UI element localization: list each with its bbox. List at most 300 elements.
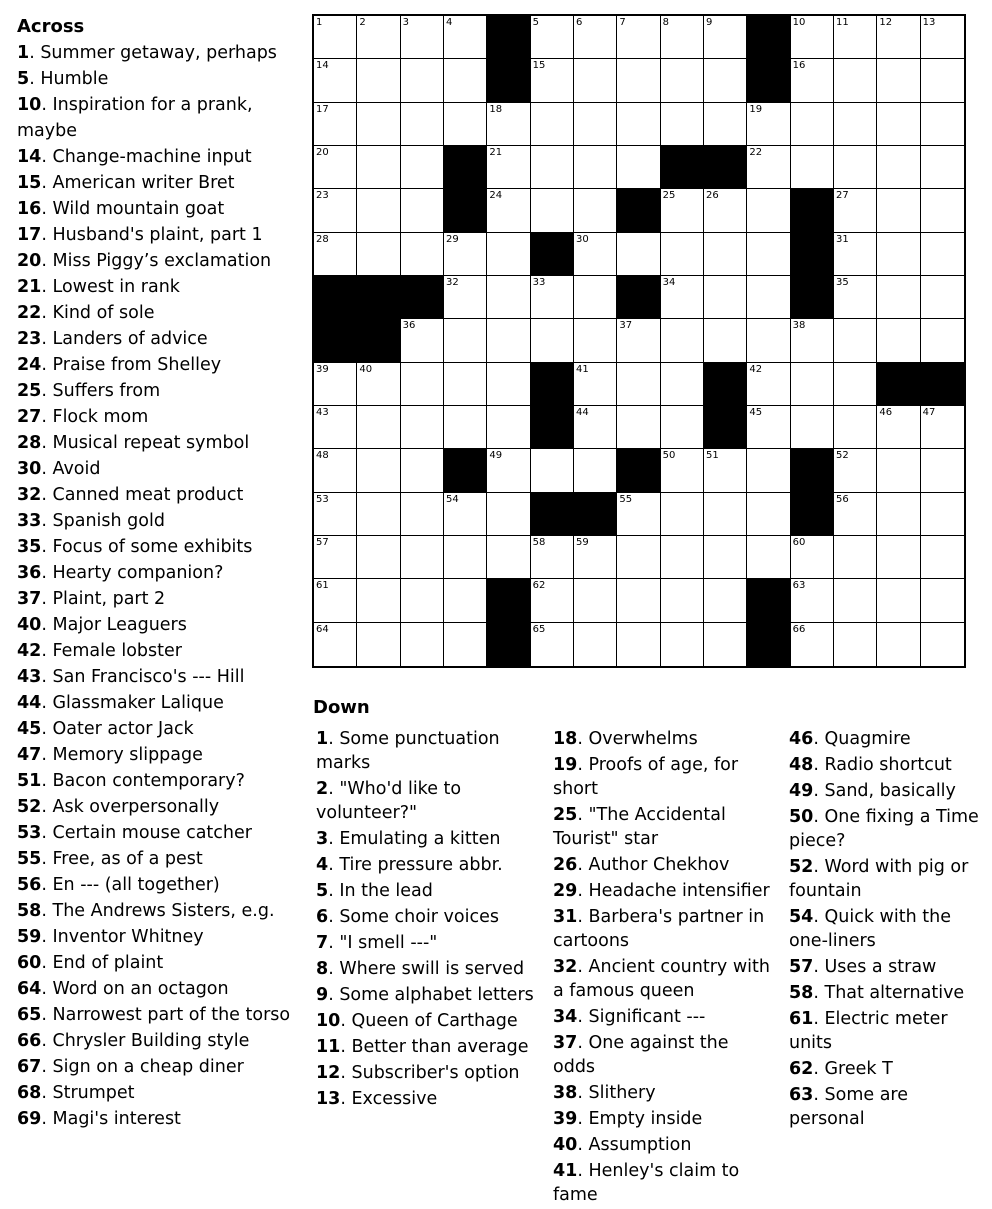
grid-cell[interactable]	[401, 579, 444, 622]
grid-cell[interactable]	[877, 103, 920, 146]
grid-cell[interactable]	[704, 189, 747, 232]
grid-cell[interactable]	[921, 536, 964, 579]
grid-cell[interactable]	[487, 103, 530, 146]
cell-number: 44	[576, 407, 589, 418]
clue-number: 69	[17, 1109, 42, 1129]
grid-cell[interactable]	[834, 146, 877, 189]
grid-cell[interactable]	[617, 493, 660, 536]
grid-cell[interactable]	[487, 319, 530, 362]
clue-text: American writer Bret	[52, 173, 235, 193]
grid-cell[interactable]	[834, 493, 877, 536]
grid-cell[interactable]	[574, 319, 617, 362]
cell-number: 15	[532, 60, 546, 72]
grid-cell[interactable]	[357, 103, 400, 146]
grid-cell[interactable]	[877, 319, 920, 362]
clue-text: Lowest in rank	[52, 277, 180, 297]
grid-cell[interactable]	[704, 59, 747, 102]
grid-cell[interactable]	[921, 406, 964, 449]
cell-number: 26	[706, 190, 719, 202]
grid-cell[interactable]	[401, 319, 444, 362]
grid-cell[interactable]	[921, 103, 964, 146]
grid-block	[747, 59, 790, 102]
grid-cell[interactable]	[531, 319, 574, 362]
cell-number: 30	[576, 233, 589, 245]
grid-cell[interactable]	[401, 59, 444, 102]
grid-cell[interactable]	[747, 536, 790, 579]
grid-cell[interactable]	[791, 623, 834, 666]
clue-text: Quagmire	[824, 729, 911, 749]
grid-cell[interactable]	[921, 233, 964, 276]
grid-cell[interactable]	[617, 406, 660, 449]
cell-number: 60	[792, 537, 806, 548]
clue-text: Focus of some exhibits	[52, 537, 253, 557]
grid-cell[interactable]	[877, 276, 920, 319]
grid-cell[interactable]	[444, 59, 487, 102]
clue-text: Significant ---	[588, 1007, 706, 1027]
grid-cell[interactable]	[357, 536, 400, 579]
clue: 39. Empty inside	[553, 1109, 703, 1129]
clue: 45. Oater actor Jack	[17, 719, 194, 739]
grid-cell[interactable]	[574, 536, 617, 579]
grid-cell[interactable]	[747, 493, 790, 536]
grid-cell[interactable]	[704, 536, 747, 579]
grid-cell[interactable]	[661, 189, 704, 232]
grid-cell[interactable]	[747, 189, 790, 232]
grid-block	[574, 493, 617, 536]
clue-text: San Francisco's --- Hill	[52, 667, 245, 687]
clue-text: Husband's plaint, part 1	[52, 225, 263, 245]
grid-cell[interactable]	[747, 406, 790, 449]
grid-cell[interactable]	[574, 449, 617, 492]
grid-cell[interactable]	[357, 146, 400, 189]
grid-cell[interactable]	[574, 406, 617, 449]
grid-block	[791, 449, 834, 492]
grid-cell[interactable]	[791, 146, 834, 189]
clue-number: 63	[789, 1085, 814, 1105]
grid-cell[interactable]	[574, 579, 617, 622]
grid-cell[interactable]	[877, 406, 920, 449]
grid-cell[interactable]	[661, 363, 704, 406]
clue: 24. Praise from Shelley	[17, 355, 222, 375]
grid-cell[interactable]	[314, 623, 357, 666]
grid-cell[interactable]	[314, 16, 357, 59]
cell-number: 25	[662, 190, 676, 202]
clue: 57. Uses a straw	[789, 957, 937, 977]
grid-cell[interactable]	[574, 146, 617, 189]
clue-number: 62	[789, 1059, 814, 1079]
grid-cell[interactable]	[834, 363, 877, 406]
grid-cell[interactable]	[487, 536, 530, 579]
cell-number: 53	[316, 493, 329, 505]
grid-cell[interactable]	[617, 579, 660, 622]
grid-cell[interactable]	[574, 233, 617, 276]
clue-text: Ancient country with a famous queen	[553, 957, 770, 1001]
cell-number: 45	[749, 407, 763, 418]
grid-cell[interactable]	[531, 623, 574, 666]
cell-number: 42	[749, 363, 763, 375]
grid-cell[interactable]	[877, 536, 920, 579]
grid-block	[791, 493, 834, 536]
grid-cell[interactable]	[661, 16, 704, 59]
grid-cell[interactable]	[574, 59, 617, 102]
clue: 12. Subscriber's option	[316, 1063, 520, 1083]
grid-cell[interactable]	[834, 536, 877, 579]
grid-cell[interactable]	[834, 623, 877, 666]
grid-cell[interactable]	[487, 189, 530, 232]
clue: 27. Flock mom	[17, 407, 149, 427]
clue-text: Some alphabet letters	[339, 985, 534, 1005]
grid-cell[interactable]	[877, 493, 920, 536]
grid-cell[interactable]	[834, 16, 877, 59]
grid-cell[interactable]	[531, 59, 574, 102]
clue: 54. Quick with the one-liners	[789, 907, 951, 951]
grid-cell[interactable]	[617, 623, 660, 666]
grid-cell[interactable]	[661, 233, 704, 276]
grid-cell[interactable]	[401, 16, 444, 59]
grid-cell[interactable]	[487, 276, 530, 319]
grid-block	[531, 493, 574, 536]
clue: 37. Plaint, part 2	[17, 589, 166, 609]
clue: 63. Some are personal	[789, 1085, 908, 1129]
grid-cell[interactable]	[617, 16, 660, 59]
cell-number: 17	[316, 103, 329, 115]
clue: 14. Change-machine input	[17, 147, 252, 167]
grid-cell[interactable]	[444, 233, 487, 276]
grid-cell[interactable]	[661, 319, 704, 362]
grid-cell[interactable]	[444, 579, 487, 622]
grid-cell[interactable]	[877, 233, 920, 276]
cell-number: 40	[359, 363, 373, 375]
cell-number: 63	[792, 580, 806, 592]
grid-block	[747, 16, 790, 59]
clue-number: 47	[17, 745, 42, 765]
grid-cell[interactable]	[877, 146, 920, 189]
cell-number: 35	[836, 277, 849, 288]
clue-number: 21	[17, 277, 42, 297]
grid-cell[interactable]	[314, 233, 357, 276]
grid-cell[interactable]	[444, 363, 487, 406]
grid-cell[interactable]	[704, 319, 747, 362]
across-clues	[17, 14, 292, 1132]
grid-cell[interactable]	[661, 276, 704, 319]
grid-cell[interactable]	[314, 536, 357, 579]
clue-text: Quick with the one-liners	[789, 907, 951, 951]
clue: 32. Canned meat product	[17, 485, 244, 505]
cell-number: 23	[316, 190, 329, 202]
grid-cell[interactable]	[704, 493, 747, 536]
grid-cell[interactable]	[357, 363, 400, 406]
clue-number: 55	[17, 849, 42, 869]
grid-cell[interactable]	[401, 449, 444, 492]
cell-number: 39	[316, 363, 329, 375]
grid-cell[interactable]	[531, 146, 574, 189]
grid-cell[interactable]	[314, 493, 357, 536]
grid-cell[interactable]	[704, 623, 747, 666]
grid-cell[interactable]	[574, 623, 617, 666]
grid-cell[interactable]	[834, 59, 877, 102]
grid-block	[487, 579, 530, 622]
cell-number: 27	[836, 190, 849, 202]
grid-cell[interactable]	[617, 59, 660, 102]
grid-cell[interactable]	[401, 146, 444, 189]
grid-cell[interactable]	[791, 103, 834, 146]
grid-cell[interactable]	[921, 16, 964, 59]
grid-block	[531, 233, 574, 276]
grid-cell[interactable]	[574, 189, 617, 232]
grid-cell[interactable]	[877, 623, 920, 666]
grid-cell[interactable]	[314, 363, 357, 406]
cell-number: 33	[532, 277, 546, 288]
grid-cell[interactable]	[444, 16, 487, 59]
cell-number: 7	[619, 17, 626, 28]
grid-cell[interactable]	[791, 536, 834, 579]
clue: 16. Wild mountain goat	[17, 199, 225, 219]
grid-cell[interactable]	[921, 579, 964, 622]
grid-cell[interactable]	[531, 276, 574, 319]
down-clues-column-1	[316, 727, 541, 1113]
clue: 7. "I smell ---"	[316, 933, 438, 953]
grid-cell[interactable]	[314, 449, 357, 492]
clue: 25. Suffers from	[17, 381, 161, 401]
grid-cell[interactable]	[401, 623, 444, 666]
clue: 36. Hearty companion?	[17, 563, 224, 583]
grid-cell[interactable]	[444, 493, 487, 536]
grid-cell[interactable]	[921, 276, 964, 319]
grid-cell[interactable]	[834, 189, 877, 232]
grid-cell[interactable]	[921, 319, 964, 362]
grid-cell[interactable]	[357, 493, 400, 536]
grid-cell[interactable]	[704, 276, 747, 319]
cell-number: 1	[316, 17, 323, 28]
grid-cell[interactable]	[314, 59, 357, 102]
clue-number: 37	[553, 1033, 578, 1053]
grid-cell[interactable]	[921, 146, 964, 189]
grid-cell[interactable]	[834, 233, 877, 276]
grid-cell[interactable]	[487, 406, 530, 449]
cell-number: 21	[489, 147, 503, 158]
clue-number: 10	[17, 95, 42, 115]
grid-cell[interactable]	[401, 189, 444, 232]
grid-cell[interactable]	[357, 59, 400, 102]
grid-cell[interactable]	[877, 189, 920, 232]
clue: 17. Husband's plaint, part 1	[17, 225, 263, 245]
grid-cell[interactable]	[574, 363, 617, 406]
grid-cell[interactable]	[747, 146, 790, 189]
grid-cell[interactable]	[401, 103, 444, 146]
grid-cell[interactable]	[401, 233, 444, 276]
clue: 53. Certain mouse catcher	[17, 823, 252, 843]
grid-cell[interactable]	[487, 449, 530, 492]
cell-number: 58	[532, 537, 546, 548]
grid-cell[interactable]	[834, 319, 877, 362]
grid-cell[interactable]	[747, 319, 790, 362]
grid-cell[interactable]	[401, 363, 444, 406]
clue-number: 42	[17, 641, 42, 661]
grid-cell[interactable]	[661, 449, 704, 492]
clue-number: 14	[17, 147, 42, 167]
grid-cell[interactable]	[531, 449, 574, 492]
grid-cell[interactable]	[661, 493, 704, 536]
grid-cell[interactable]	[877, 449, 920, 492]
cell-number: 18	[489, 103, 503, 115]
grid-cell[interactable]	[531, 536, 574, 579]
clue-text: Humble	[40, 69, 109, 89]
grid-cell[interactable]	[531, 189, 574, 232]
grid-block	[357, 319, 400, 362]
grid-cell[interactable]	[877, 59, 920, 102]
grid-cell[interactable]	[834, 276, 877, 319]
grid-cell[interactable]	[617, 103, 660, 146]
clue-number: 61	[789, 1009, 814, 1029]
grid-cell[interactable]	[444, 276, 487, 319]
clue-number: 11	[316, 1037, 341, 1057]
grid-cell[interactable]	[357, 233, 400, 276]
clue: 6. Some choir voices	[316, 907, 499, 927]
grid-cell[interactable]	[877, 16, 920, 59]
grid-cell[interactable]	[574, 276, 617, 319]
grid-cell[interactable]	[617, 319, 660, 362]
grid-block	[531, 363, 574, 406]
grid-cell[interactable]	[314, 146, 357, 189]
grid-cell[interactable]	[357, 449, 400, 492]
grid-cell[interactable]	[531, 16, 574, 59]
grid-cell[interactable]	[704, 16, 747, 59]
grid-cell[interactable]	[617, 536, 660, 579]
grid-cell[interactable]	[791, 406, 834, 449]
grid-block	[661, 146, 704, 189]
grid-cell[interactable]	[921, 449, 964, 492]
clue-number: 6	[316, 907, 329, 927]
grid-cell[interactable]	[747, 233, 790, 276]
clue: 11. Better than average	[316, 1037, 529, 1057]
grid-cell[interactable]	[704, 579, 747, 622]
grid-cell[interactable]	[704, 103, 747, 146]
grid-cell[interactable]	[357, 406, 400, 449]
grid-cell[interactable]	[747, 449, 790, 492]
clue-number: 20	[17, 251, 42, 271]
clue-text: Slithery	[588, 1083, 656, 1103]
grid-block	[487, 16, 530, 59]
cell-number: 24	[489, 190, 503, 202]
grid-cell[interactable]	[661, 623, 704, 666]
clue-number: 52	[789, 857, 814, 877]
grid-cell[interactable]	[704, 233, 747, 276]
cell-number: 10	[792, 17, 806, 28]
clue-number: 4	[316, 855, 329, 875]
clue-text: Major Leaguers	[52, 615, 187, 635]
grid-cell[interactable]	[357, 16, 400, 59]
grid-cell[interactable]	[531, 579, 574, 622]
grid-cell[interactable]	[661, 579, 704, 622]
clue: 18. Overwhelms	[553, 729, 698, 749]
grid-cell[interactable]	[661, 536, 704, 579]
clue: 47. Memory slippage	[17, 745, 203, 765]
clue-number: 25	[553, 805, 578, 825]
grid-cell[interactable]	[791, 319, 834, 362]
grid-cell[interactable]	[401, 536, 444, 579]
grid-cell[interactable]	[791, 16, 834, 59]
grid-cell[interactable]	[487, 146, 530, 189]
clue: 5. Humble	[17, 69, 109, 89]
grid-cell[interactable]	[574, 103, 617, 146]
grid-cell[interactable]	[921, 623, 964, 666]
grid-cell[interactable]	[444, 406, 487, 449]
grid-cell[interactable]	[747, 276, 790, 319]
grid-cell[interactable]	[747, 103, 790, 146]
clue-number: 18	[553, 729, 578, 749]
clue: 64. Word on an octagon	[17, 979, 229, 999]
grid-cell[interactable]	[314, 579, 357, 622]
grid-cell[interactable]	[444, 103, 487, 146]
clue: 5. In the lead	[316, 881, 433, 901]
clue: 52. Ask overpersonally	[17, 797, 220, 817]
grid-cell[interactable]	[357, 579, 400, 622]
grid-cell[interactable]	[444, 536, 487, 579]
grid-cell[interactable]	[617, 363, 660, 406]
grid-cell[interactable]	[834, 579, 877, 622]
cell-number: 49	[489, 450, 503, 462]
down-title: Down	[313, 697, 370, 718]
grid-cell[interactable]	[834, 406, 877, 449]
grid-cell[interactable]	[704, 449, 747, 492]
grid-cell[interactable]	[661, 59, 704, 102]
grid-cell[interactable]	[314, 406, 357, 449]
grid-cell[interactable]	[401, 493, 444, 536]
grid-cell[interactable]	[444, 623, 487, 666]
clue-text: Strumpet	[52, 1083, 135, 1103]
grid-cell[interactable]	[921, 59, 964, 102]
grid-cell[interactable]	[444, 319, 487, 362]
clue-number: 58	[789, 983, 814, 1003]
clue-number: 23	[17, 329, 42, 349]
grid-cell[interactable]	[834, 103, 877, 146]
clue: 60. End of plaint	[17, 953, 164, 973]
clue-number: 51	[17, 771, 42, 791]
grid-cell[interactable]	[791, 363, 834, 406]
grid-cell[interactable]	[531, 103, 574, 146]
grid-cell[interactable]	[617, 233, 660, 276]
clue-number: 58	[17, 901, 42, 921]
clue-number: 56	[17, 875, 42, 895]
grid-cell[interactable]	[487, 363, 530, 406]
cell-number: 22	[749, 147, 763, 158]
clue: 31. Barbera's partner in cartoons	[553, 907, 765, 951]
grid-cell[interactable]	[834, 449, 877, 492]
clue: 40. Assumption	[553, 1135, 692, 1155]
grid-cell[interactable]	[661, 103, 704, 146]
grid-cell[interactable]	[791, 579, 834, 622]
grid-cell[interactable]	[487, 493, 530, 536]
grid-cell[interactable]	[921, 493, 964, 536]
grid-cell[interactable]	[661, 406, 704, 449]
grid-cell[interactable]	[314, 103, 357, 146]
cell-number: 3	[402, 17, 410, 28]
grid-cell[interactable]	[747, 363, 790, 406]
grid-cell[interactable]	[791, 59, 834, 102]
grid-cell[interactable]	[921, 189, 964, 232]
grid-cell[interactable]	[314, 189, 357, 232]
grid-cell[interactable]	[574, 16, 617, 59]
grid-cell[interactable]	[877, 579, 920, 622]
clue-number: 19	[553, 755, 578, 775]
grid-cell[interactable]	[401, 406, 444, 449]
grid-cell[interactable]	[617, 146, 660, 189]
clue: 10. Queen of Carthage	[316, 1011, 518, 1031]
grid-cell[interactable]	[357, 623, 400, 666]
grid-cell[interactable]	[487, 233, 530, 276]
clue-text: Praise from Shelley	[52, 355, 222, 375]
grid-cell[interactable]	[357, 189, 400, 232]
